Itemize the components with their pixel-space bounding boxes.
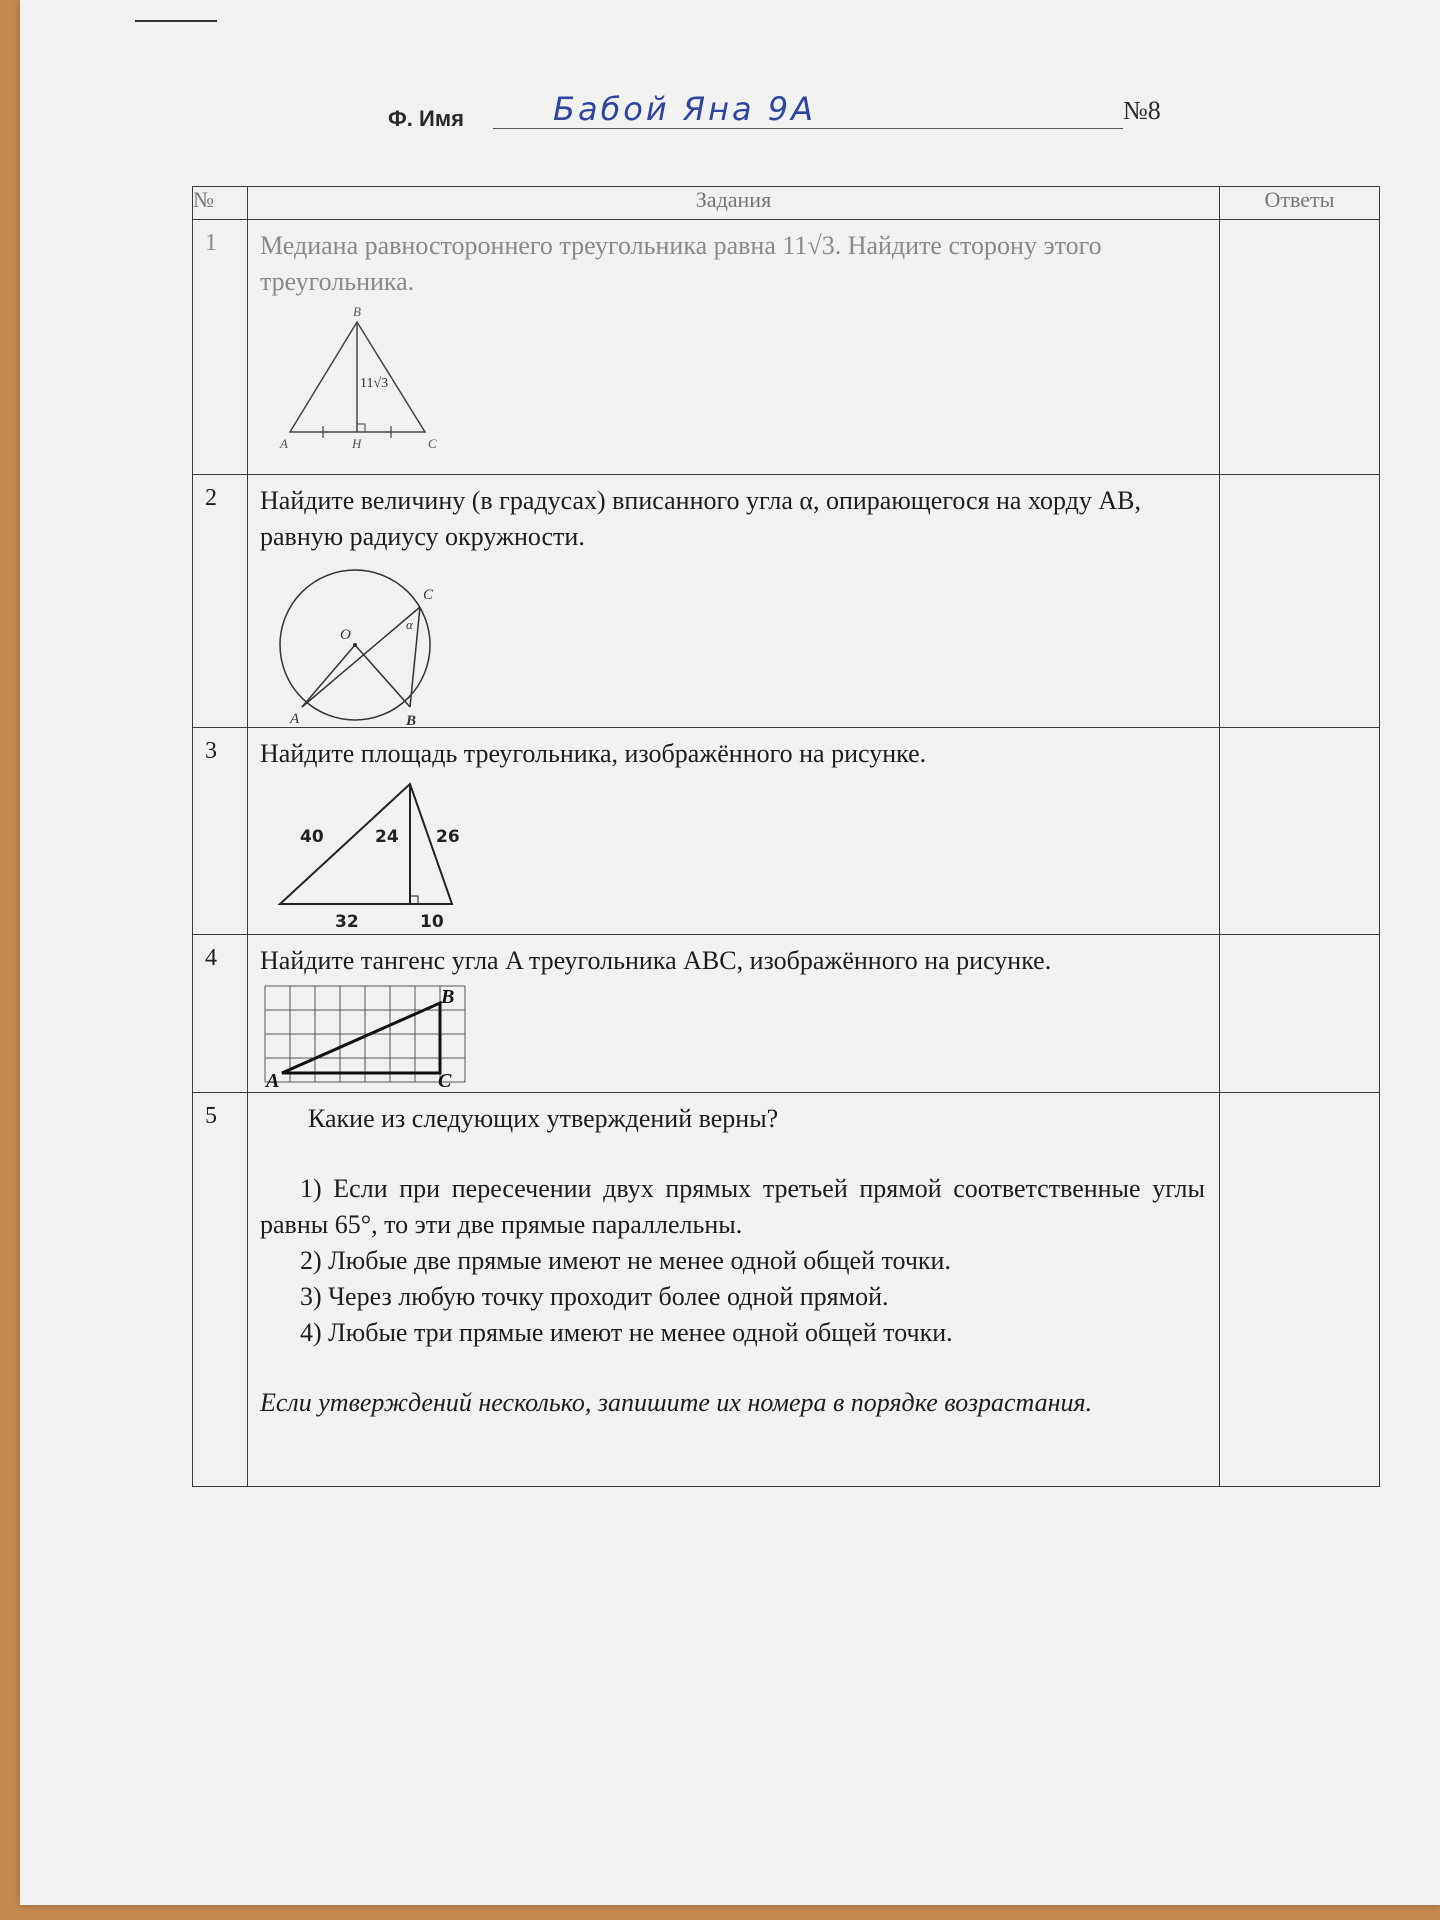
label-B: B: [441, 986, 455, 1008]
label-O: O: [340, 627, 351, 643]
side-40: 40: [300, 827, 324, 847]
answer-cell[interactable]: [1220, 1093, 1380, 1487]
label-B: B: [406, 713, 417, 727]
answer-cell[interactable]: [1220, 935, 1380, 1093]
statement-2: 2) Любые две прямые имеют не менее одной общей точки.: [300, 1246, 951, 1275]
answer-cell[interactable]: [1220, 728, 1380, 935]
table-header-row: [193, 187, 1380, 220]
task-number: 1: [193, 220, 248, 475]
task-cell: [248, 475, 1220, 728]
label-alpha: α: [406, 617, 413, 632]
name-label: Ф. Имя: [388, 106, 464, 131]
task-question: Какие из следующих утверждений верны?: [308, 1104, 779, 1133]
label-C: C: [423, 587, 434, 603]
tasks-table: [192, 186, 1380, 1487]
task-row: [193, 220, 1380, 475]
statement-3: 3) Через любую точку проходит более одной прямой.: [300, 1282, 889, 1311]
task-cell: [248, 220, 1220, 475]
median-label: 11√3: [360, 376, 389, 391]
grid-triangle-figure: [260, 981, 470, 1091]
task-cell: [248, 1093, 1220, 1487]
task-cell: [248, 728, 1220, 935]
equilateral-triangle-figure: [260, 302, 450, 452]
statement-1: 1) Если при пересечении двух прямых третьей прямой соответственные углы равны 65°, то эти две прямые параллельны.: [260, 1174, 1205, 1239]
task-number: 3: [193, 728, 248, 935]
height-24: 24: [375, 827, 399, 847]
answer-cell[interactable]: [1220, 475, 1380, 728]
task-text: Найдите величину (в градусах) вписанного угла α, опирающегося на хорду AB, равную радиусу окружности.: [260, 486, 1141, 551]
handwritten-name: Бабой Яна 9А: [553, 90, 817, 128]
variant-number: №8: [1123, 96, 1161, 125]
task-cell: [248, 935, 1220, 1093]
label-C: C: [428, 436, 437, 451]
inscribed-angle-figure: [260, 557, 460, 727]
col-header-num: №: [193, 187, 248, 220]
base-10: 10: [420, 912, 444, 932]
task-note: Если утверждений несколько, запишите их номера в порядке возрастания.: [260, 1388, 1093, 1417]
answer-cell[interactable]: [1220, 220, 1380, 475]
label-A: A: [266, 1070, 280, 1091]
task-row: [193, 728, 1380, 935]
task-number: 5: [193, 1093, 248, 1487]
label-H: H: [352, 436, 362, 451]
top-dash: [135, 20, 217, 22]
statement-4: 4) Любые три прямые имеют не менее одной общей точки.: [300, 1318, 953, 1347]
base-32: 32: [335, 912, 359, 932]
task-row: [193, 475, 1380, 728]
task-number: 2: [193, 475, 248, 728]
label-C: C: [438, 1070, 452, 1091]
task-row: [193, 935, 1380, 1093]
label-A: A: [290, 711, 300, 727]
label-A: A: [280, 436, 288, 451]
triangle-area-figure: [260, 774, 490, 934]
label-B: B: [353, 304, 361, 319]
task-text: Найдите тангенс угла A треугольника ABC, изображённого на рисунке.: [260, 946, 1052, 975]
side-26: 26: [436, 827, 460, 847]
col-header-answers: Ответы: [1220, 187, 1380, 220]
task-text: Медиана равностороннего треугольника равна 11√3. Найдите сторону этого треугольника.: [260, 231, 1102, 296]
col-header-tasks: Задания: [248, 187, 1220, 220]
student-header: [388, 90, 1168, 146]
worksheet-page: [20, 0, 1440, 1905]
task-row: [193, 1093, 1380, 1487]
task-number: 4: [193, 935, 248, 1093]
name-line: [493, 128, 1123, 129]
task-text: Найдите площадь треугольника, изображённого на рисунке.: [260, 739, 927, 768]
